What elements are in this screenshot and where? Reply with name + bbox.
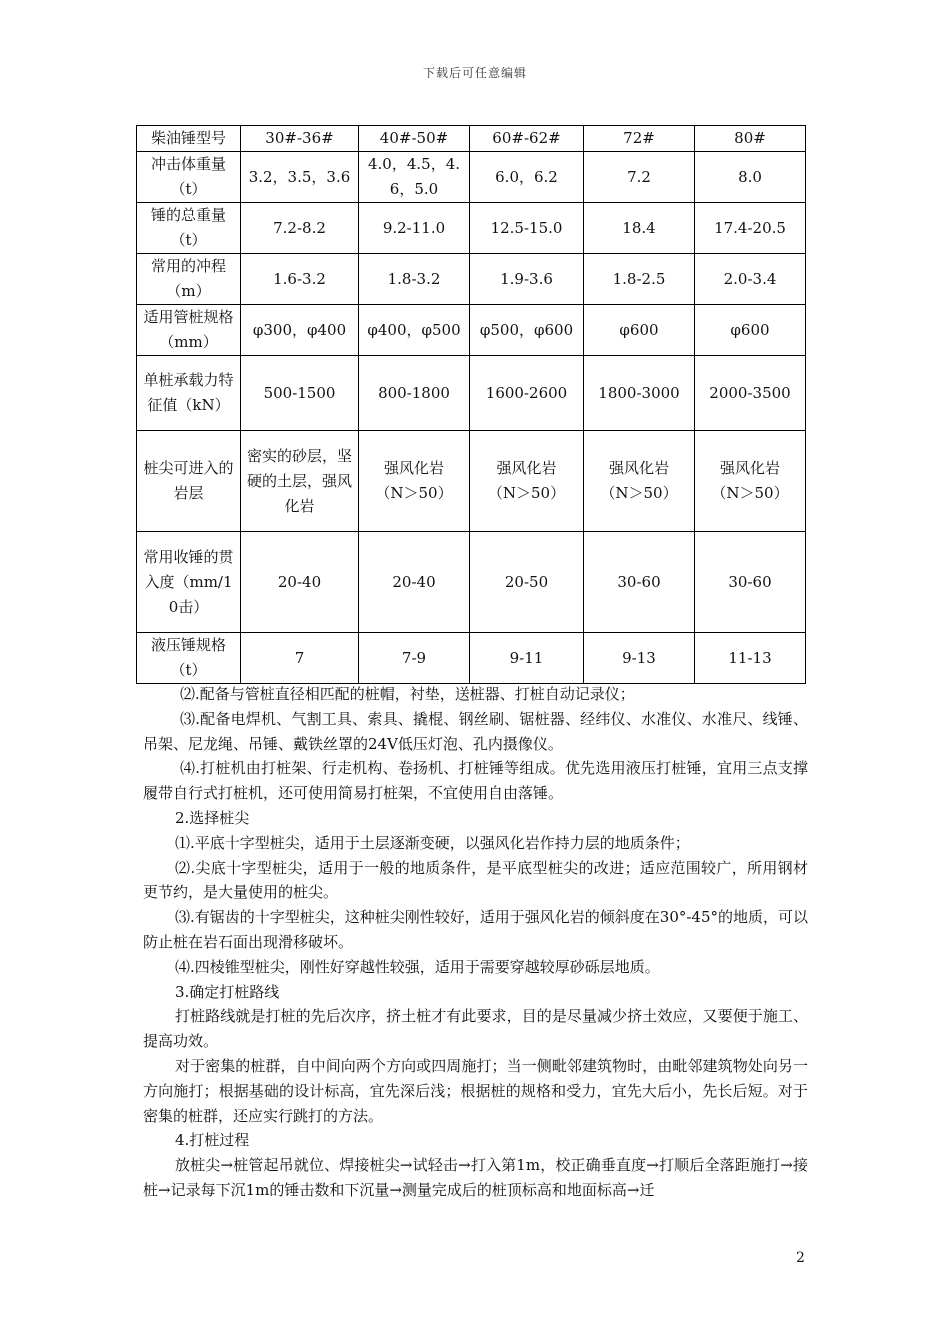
table-cell [470,532,584,633]
paragraph: 打桩路线就是打桩的先后次序，挤土桩才有此要求，目的是尽量减少挤土效应，又要便于施工、提高功效。 [143,1007,808,1051]
cell-text: φ500，φ600 [479,320,574,339]
table-cell [695,305,806,356]
cell-text: φ600 [619,320,659,339]
section-heading: 2.选择桩尖 [175,808,250,827]
table-cell [584,356,695,431]
table-header-row [137,126,806,152]
table-cell [584,431,695,532]
cell-text: 20-40 [277,572,322,591]
table-row [137,254,806,305]
table-cell [695,152,806,203]
paragraph: ⑵.配备与管桩直径相匹配的桩帽，衬垫，送桩器、打桩自动记录仪； [180,685,635,703]
table-cell [695,126,806,152]
cell-text: 40#-50# [379,129,449,147]
paragraph: ⑶.配备电焊机、气割工具、索具、撬棍、钢丝刷、锯桩器、经纬仪、水准仪、水准尺、线锤、吊架、尼龙绳、吊锤、戴铁丝罩的24V低压灯泡、孔内摄像仪。 [143,709,808,753]
table-cell [359,152,470,203]
paragraph: 放桩尖→桩管起吊就位、焊接桩尖→试轻击→打入第1m，校正确垂直度→打顺后全落距施打→接桩→记录每下沉1m的锤击数和下沉量→测量完成后的桩顶标高和地面标高→迁 [143,1156,808,1199]
cell-text: 桩尖可进入的岩层 [143,459,234,502]
cell-text: 72# [623,129,655,147]
table-cell [241,254,359,305]
table-cell [241,431,359,532]
cell-text: 80# [734,129,766,147]
cell-text: 20-40 [392,572,436,591]
table-cell [241,532,359,633]
row-label-cell [137,633,241,684]
cell-text: 7.2 [627,167,651,186]
cell-text: 单桩承载力特征值（kN） [143,371,234,414]
row-label-cell [137,254,241,305]
table-cell [695,431,806,532]
table-cell [359,126,470,152]
cell-text: 3.2，3.5，3.6 [248,167,351,186]
cell-text: 强风化岩 （N＞50） [711,459,789,502]
paragraph: ⑶.有锯齿的十字型桩尖，这种桩尖刚性较好，适用于强风化岩的倾斜度在30°-45°的地质，可以防止桩在岩石面出现滑移破坏。 [143,908,809,951]
cell-text: 60#-62# [492,129,561,147]
row-label-cell [137,305,241,356]
cell-text: 7.2-8.2 [273,218,326,237]
cell-text: 强风化岩 （N＞50） [600,459,678,502]
row-label-cell [137,356,241,431]
cell-text: φ600 [730,320,770,339]
table-cell [241,152,359,203]
cell-text: 4.0，4.5，4.6，5.0 [367,155,461,198]
cell-text: 800-1800 [378,383,450,402]
cell-text: 12.5-15.0 [490,218,563,237]
cell-text: 8.0 [738,167,762,186]
page-header: 下载后可任意编辑 [422,66,527,80]
cell-text: 常用收锤的贯入度（mm/10击） [143,547,234,616]
table-cell [584,203,695,254]
table-cell [695,356,806,431]
table-cell [359,633,470,684]
cell-text: 18.4 [622,218,656,237]
cell-text: 30-60 [617,572,661,591]
table-cell [359,305,470,356]
section-heading: 3.确定打桩路线 [175,982,280,1001]
table-row [137,431,806,532]
cell-text: 30-60 [728,572,772,591]
cell-text: 强风化岩 （N＞50） [487,459,566,502]
table-cell [359,254,470,305]
table-row [137,532,806,633]
cell-text: 30#-36# [265,129,334,147]
paragraph: ⑷.打桩机由打桩架、行走机构、卷扬机、打桩锤等组成。优先选用液压打桩锤，宜用三点支撑履带自行式打桩机，还可使用简易打桩架，不宜使用自由落锤。 [143,759,808,803]
table-cell [584,532,695,633]
table-cell [584,305,695,356]
table-cell [470,152,584,203]
cell-text: φ400，φ500 [367,320,461,339]
table-cell [584,126,695,152]
table-cell [359,203,470,254]
cell-text: 7 [294,648,305,667]
table-cell [241,633,359,684]
table-cell [695,254,806,305]
table-cell [470,126,584,152]
table-row [137,203,806,254]
table-cell [695,532,806,633]
row-label-cell [137,152,241,203]
table-cell [241,356,359,431]
table-cell [584,152,695,203]
paragraph: ⑴.平底十字型桩尖，适用于土层逐渐变硬，以强风化岩作持力层的地质条件； [175,833,690,852]
paragraph: ⑵.尖底十字型桩尖，适用于一般的地质条件，是平底型桩尖的改进；适应范围较广，所用钢材更节约，是大量使用的桩尖。 [143,858,808,902]
table-cell [359,356,470,431]
table-cell [470,431,584,532]
cell-text: 1.9-3.6 [500,269,553,288]
cell-text: 1.8-3.2 [387,269,441,288]
page-number: 2 [796,1250,805,1266]
table-row [137,633,806,684]
table-row [137,152,806,203]
table-cell [241,126,359,152]
cell-text: 500-1500 [263,383,336,402]
hammer-spec-table [136,125,806,684]
cell-text: 常用的冲程（m） [150,257,226,300]
cell-text: 2000-3500 [709,383,791,402]
table-row [137,356,806,431]
cell-text: 密实的砂层，坚硬的土层，强风化岩 [246,446,352,515]
cell-text: 适用管桩规格（mm） [143,308,234,351]
cell-text: 11-13 [728,648,772,667]
cell-text: 柴油锤型号 [150,129,226,147]
table-cell [470,633,584,684]
cell-text: 锤的总重量（t） [150,206,226,249]
table-cell [241,305,359,356]
table-cell [470,305,584,356]
table-cell [470,254,584,305]
row-label-cell [137,431,241,532]
cell-text: 1.6-3.2 [273,269,326,288]
cell-text: 9-11 [509,648,544,667]
paragraph: ⑷.四棱锥型桩尖，刚性好穿越性较强，适用于需要穿越较厚砂砾层地质。 [175,957,660,976]
cell-text: 20-50 [504,572,549,591]
cell-text: 1600-2600 [485,383,568,402]
body-text [143,682,808,1203]
cell-text: 6.0，6.2 [495,167,558,186]
cell-text: 2.0-3.4 [723,269,777,288]
row-label-cell [137,126,241,152]
cell-text: 7-9 [401,648,427,667]
table-cell [359,431,470,532]
cell-text: 9-13 [622,648,656,667]
cell-text: 1.8-2.5 [612,269,666,288]
table-cell [584,633,695,684]
paragraph: 对于密集的桩群，自中间向两个方向或四周施打；当一侧毗邻建筑物时，由毗邻建筑物处向另一方向施打；根据基础的设计标高，宜先深后浅；根据桩的规格和受力，宜先大后小，先长后短。对于密集的桩群，还应实行跳打的方法。 [143,1056,808,1125]
cell-text: 1800-3000 [598,383,680,402]
table-cell [470,203,584,254]
cell-text: 9.2-11.0 [382,218,446,237]
cell-text: 强风化岩 （N＞50） [375,459,453,502]
table-cell [584,254,695,305]
table-cell [695,633,806,684]
table-cell [241,203,359,254]
cell-text: 17.4-20.5 [714,218,786,237]
table-cell [359,532,470,633]
section-heading: 4.打桩过程 [175,1131,250,1150]
cell-text: 冲击体重量（t） [150,155,226,198]
table-row [137,305,806,356]
table-cell [470,356,584,431]
row-label-cell [137,203,241,254]
row-label-cell [137,532,241,633]
cell-text: φ300，φ400 [252,320,347,339]
table-cell [695,203,806,254]
cell-text: 液压锤规格（t） [150,636,226,679]
